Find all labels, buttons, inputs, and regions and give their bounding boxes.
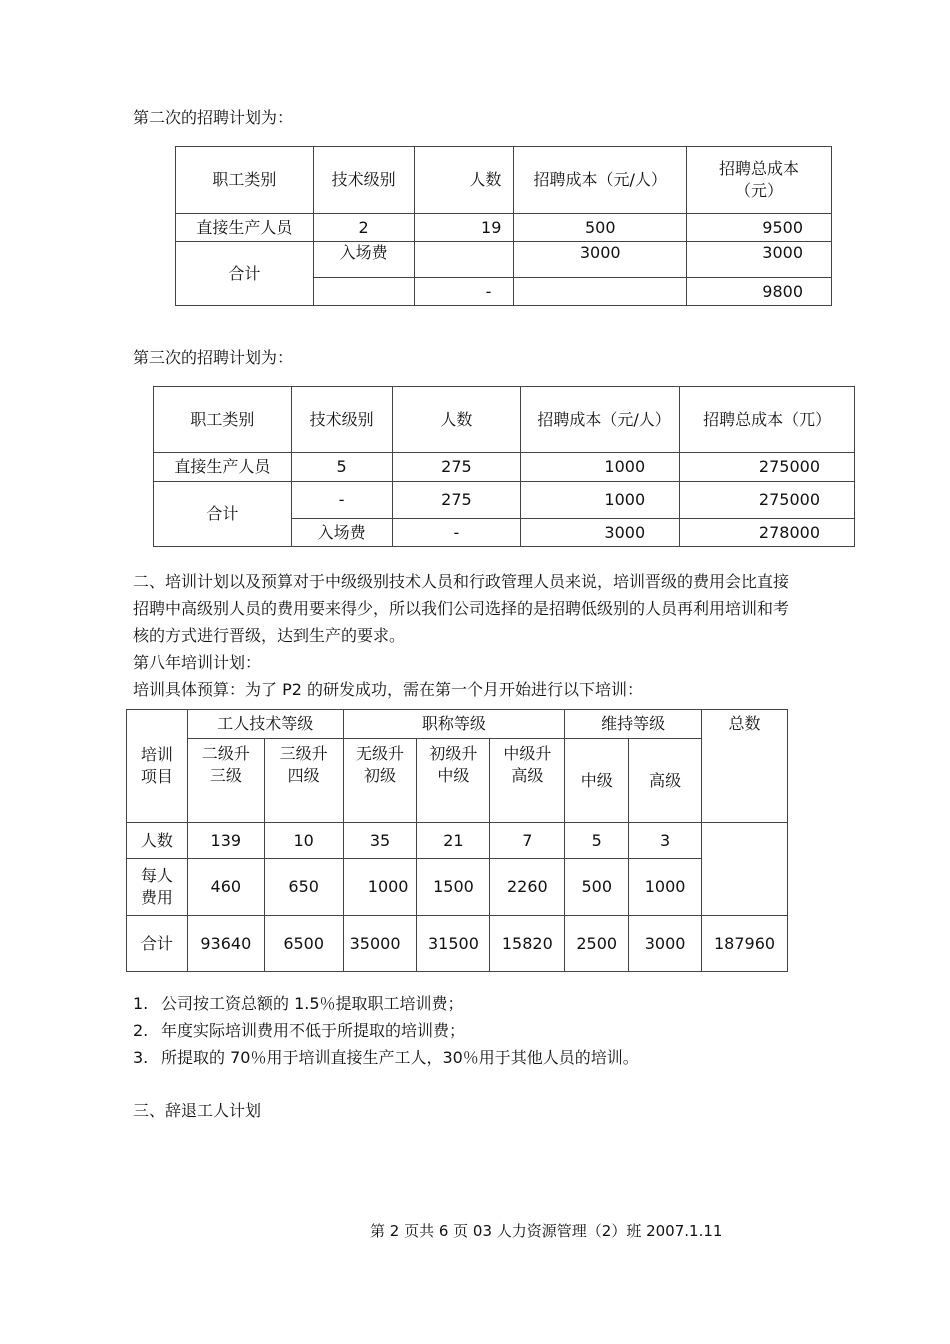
header-unit-cost: 招聘成本（元/人） bbox=[514, 147, 687, 214]
total-label: 合计 bbox=[154, 482, 292, 547]
cost-cell: 1000 bbox=[629, 859, 702, 916]
total-label: 合计 bbox=[176, 242, 314, 306]
empty-cell bbox=[313, 278, 414, 306]
cell-unit-cost: 1000 bbox=[521, 482, 680, 519]
total-cell: 35000 bbox=[343, 916, 417, 972]
sub-header: 中级 bbox=[565, 739, 629, 823]
count-cell: 10 bbox=[264, 823, 343, 859]
cell-count: 19 bbox=[414, 214, 514, 242]
budget-line: 培训具体预算：为了 P2 的研发成功，需在第一个月开始进行以下培训： bbox=[133, 680, 644, 699]
count-cell: 21 bbox=[417, 823, 490, 859]
entry-fee-label: 入场费 bbox=[313, 242, 414, 278]
count-cell: 3 bbox=[629, 823, 702, 859]
count-label: 人数 bbox=[127, 823, 188, 859]
header-total-cost: 招聘总成本（元） bbox=[687, 147, 832, 214]
grand-total: 187960 bbox=[702, 916, 788, 972]
list-number: 3. bbox=[133, 1048, 149, 1067]
header-category: 职工类别 bbox=[154, 387, 292, 453]
list-item bbox=[133, 1043, 639, 1073]
entry-fee-cost: 3000 bbox=[514, 242, 687, 278]
cell-tech-level: 2 bbox=[313, 214, 414, 242]
grand-total: 9800 bbox=[687, 278, 832, 306]
year8-heading: 第八年培训计划： bbox=[133, 653, 262, 672]
list-item bbox=[133, 1016, 465, 1046]
cell-total-cost: 9500 bbox=[687, 214, 832, 242]
section3-heading: 第三次的招聘计划为： bbox=[133, 348, 294, 367]
cost-label: 每人费用 bbox=[127, 859, 188, 916]
sub-header: 无级升初级 bbox=[343, 739, 417, 823]
header-total-cost: 招聘总成本（兀） bbox=[680, 387, 855, 453]
total-cell: 93640 bbox=[187, 916, 264, 972]
empty-cell bbox=[514, 278, 687, 306]
group-title-level: 职称等级 bbox=[343, 710, 565, 739]
last-count: - bbox=[414, 278, 514, 306]
list-text: 公司按工资总额的 1.5％提取职工培训费； bbox=[161, 994, 464, 1013]
recruitment-table-2 bbox=[175, 146, 832, 306]
empty-cell bbox=[414, 242, 514, 278]
entry-fee-label: 入场费 bbox=[291, 519, 392, 547]
list-item bbox=[133, 989, 464, 1019]
count-cell: 5 bbox=[565, 823, 629, 859]
header-count: 人数 bbox=[414, 147, 514, 214]
cost-cell: 460 bbox=[187, 859, 264, 916]
header-unit-cost: 招聘成本（元/人） bbox=[521, 387, 680, 453]
training-table bbox=[126, 709, 788, 972]
cell-category: 直接生产人员 bbox=[176, 214, 314, 242]
header-count: 人数 bbox=[392, 387, 521, 453]
count-cell: 139 bbox=[187, 823, 264, 859]
section2-heading: 第二次的招聘计划为： bbox=[133, 108, 294, 127]
cell-unit-cost: 500 bbox=[514, 214, 687, 242]
cell-tech-level: 5 bbox=[291, 453, 392, 482]
cost-cell: 2260 bbox=[490, 859, 565, 916]
cell-count: 275 bbox=[392, 453, 521, 482]
dismissal-heading: 三、辞退工人计划 bbox=[133, 1101, 262, 1120]
group-maintain-level: 维持等级 bbox=[565, 710, 702, 739]
recruitment-table-3 bbox=[153, 386, 855, 547]
page-footer: 第 2 页共 6 页 03 人力资源管理（2）班 2007.1.11 bbox=[370, 1222, 723, 1240]
sub-header: 中级升高级 bbox=[490, 739, 565, 823]
count-cell: 7 bbox=[490, 823, 565, 859]
training-paragraph-line-3: 核的方式进行晋级，达到生产的要求。 bbox=[133, 626, 406, 645]
cell-category: 直接生产人员 bbox=[154, 453, 292, 482]
group-total: 总数 bbox=[702, 710, 788, 823]
sub-header: 初级升中级 bbox=[417, 739, 490, 823]
count-cell: 35 bbox=[343, 823, 417, 859]
header-category: 职工类别 bbox=[176, 147, 314, 214]
total-cell: 6500 bbox=[264, 916, 343, 972]
total-cell: 3000 bbox=[629, 916, 702, 972]
training-paragraph-line-1: 二、培训计划以及预算对于中级级别技术人员和行政管理人员来说，培训晋级的费用会比直接 bbox=[133, 572, 790, 591]
sub-header: 二级升三级 bbox=[187, 739, 264, 823]
total-cell: 15820 bbox=[490, 916, 565, 972]
cost-cell: 650 bbox=[264, 859, 343, 916]
list-number: 2. bbox=[133, 1021, 149, 1040]
group-worker-level: 工人技术等级 bbox=[187, 710, 343, 739]
training-paragraph-line-2: 招聘中高级别人员的费用要来得少，所以我们公司选择的是招聘低级别的人员再利用培训和考 bbox=[133, 599, 790, 618]
cell-total-cost: 275000 bbox=[680, 453, 855, 482]
sub-header: 高级 bbox=[629, 739, 702, 823]
sub-header: 三级升四级 bbox=[264, 739, 343, 823]
empty-cell bbox=[702, 823, 788, 916]
header-tech-level: 技术级别 bbox=[291, 387, 392, 453]
grand-total: 278000 bbox=[680, 519, 855, 547]
cell-count: - bbox=[392, 519, 521, 547]
cost-cell: 1000 bbox=[343, 859, 417, 916]
cell-count: 275 bbox=[392, 482, 521, 519]
entry-fee-cost: 3000 bbox=[521, 519, 680, 547]
total-cell: 2500 bbox=[565, 916, 629, 972]
list-text: 所提取的 70％用于培训直接生产工人，30％用于其他人员的培训。 bbox=[161, 1048, 639, 1067]
cost-cell: 500 bbox=[565, 859, 629, 916]
total-cell: 31500 bbox=[417, 916, 490, 972]
header-tech-level: 技术级别 bbox=[313, 147, 414, 214]
cell-unit-cost: 1000 bbox=[521, 453, 680, 482]
item-label: 培训项目 bbox=[127, 710, 188, 823]
cost-cell: 1500 bbox=[417, 859, 490, 916]
cell-tech-level: - bbox=[291, 482, 392, 519]
total-label: 合计 bbox=[127, 916, 188, 972]
list-text: 年度实际培训费用不低于所提取的培训费； bbox=[161, 1021, 466, 1040]
entry-fee-total: 3000 bbox=[687, 242, 832, 278]
cell-total-cost: 275000 bbox=[680, 482, 855, 519]
list-number: 1. bbox=[133, 994, 149, 1013]
